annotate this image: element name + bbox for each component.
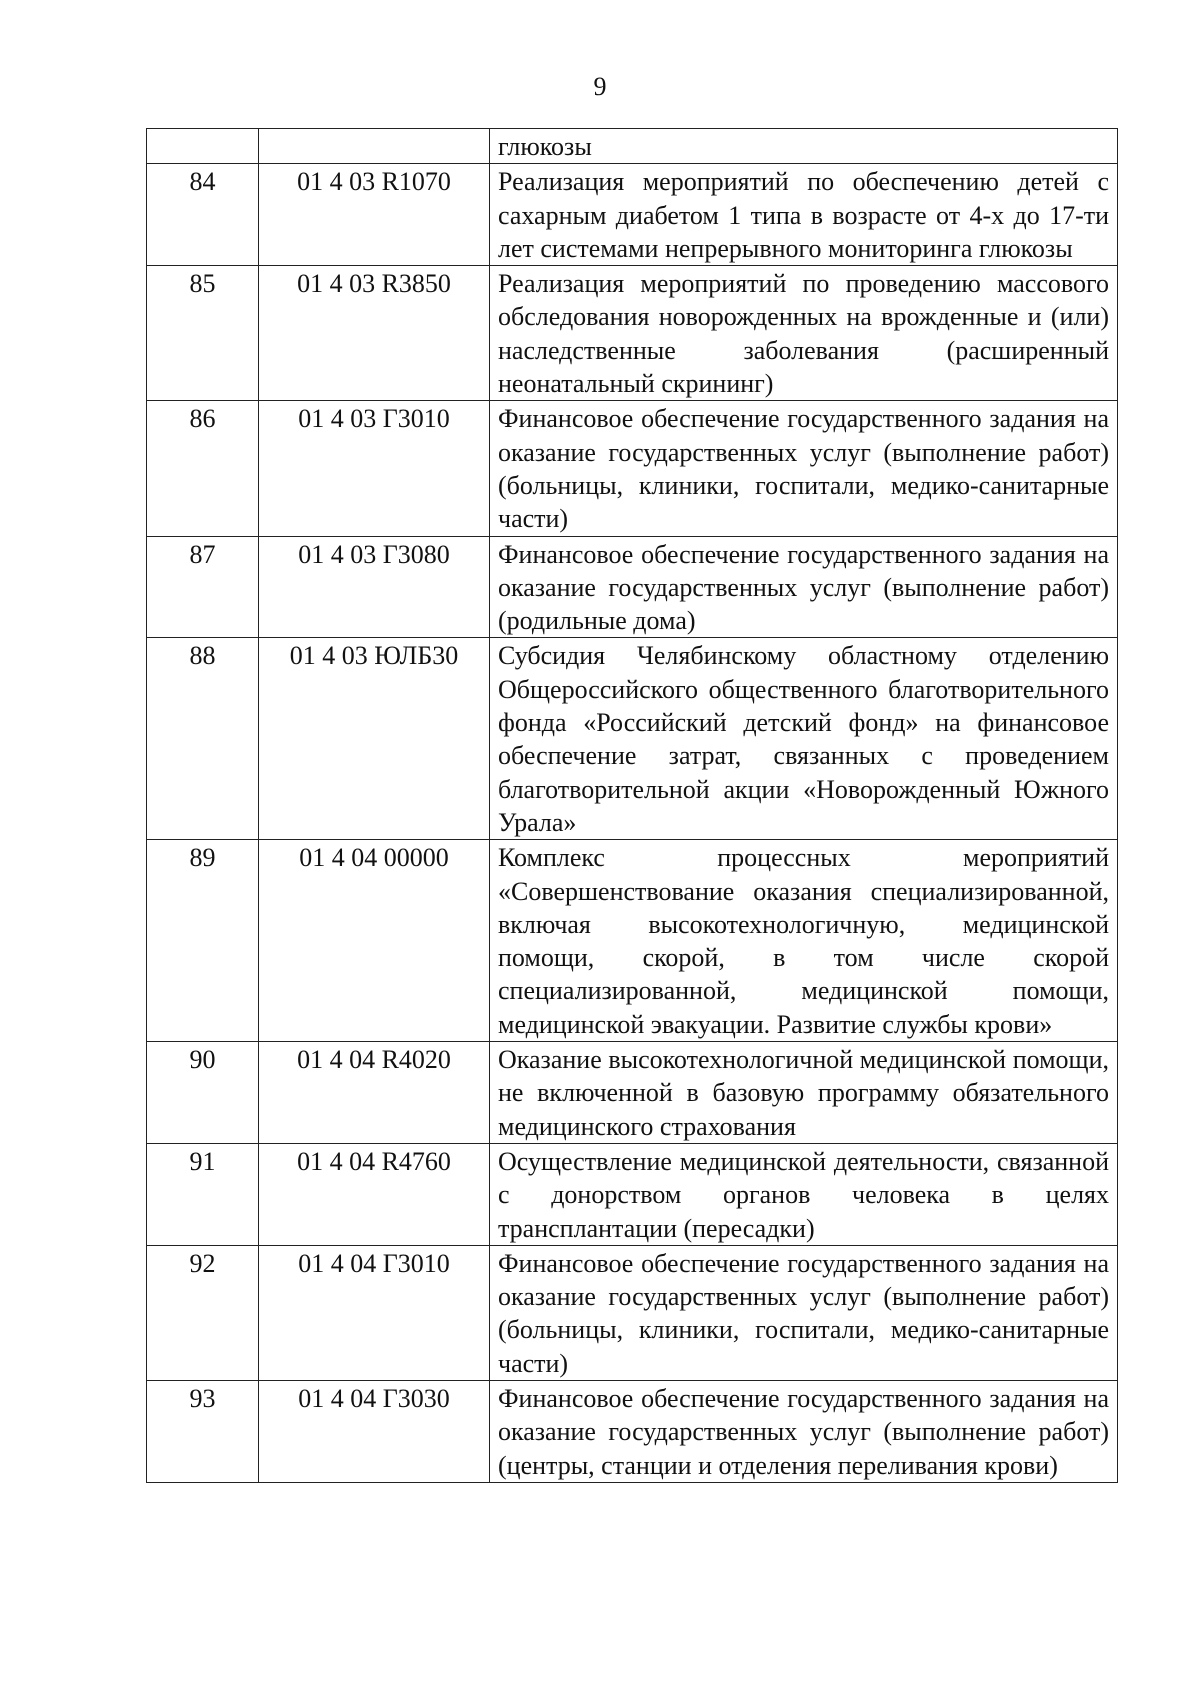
- classification-code: 01 4 04 Г3010: [259, 1245, 490, 1380]
- row-description: Оказание высокотехнологичной медицинской помощи, не включенной в базовую программу обязательного медицинского страхования: [490, 1042, 1118, 1144]
- table-row: [147, 401, 1118, 536]
- classification-code: 01 4 03 R3850: [259, 266, 490, 401]
- classification-code: 01 4 03 Г3080: [259, 536, 490, 638]
- table-row: [147, 266, 1118, 401]
- row-description: Комплекс процессных мероприятий «Совершенствование оказания специализированной, включая высокотехнологичную, медицинской помощи, скорой, в том числе скорой специализированной, медицинской помощи, медицинской эвакуации. Развитие службы крови»: [490, 840, 1118, 1042]
- row-number: 84: [147, 164, 259, 266]
- row-number: [147, 129, 259, 164]
- row-number: 85: [147, 266, 259, 401]
- row-description: Финансовое обеспечение государственного задания на оказание государственных услуг (выполнение работ) (родильные дома): [490, 536, 1118, 638]
- row-description: глюкозы: [490, 129, 1118, 164]
- row-number: 92: [147, 1245, 259, 1380]
- row-number: 90: [147, 1042, 259, 1144]
- row-description: Финансовое обеспечение государственного задания на оказание государственных услуг (выполнение работ) (больницы, клиники, госпитали, медико-санитарные части): [490, 401, 1118, 536]
- classification-code: 01 4 04 Г3030: [259, 1380, 490, 1482]
- table-row: [147, 1245, 1118, 1380]
- table-row: [147, 1143, 1118, 1245]
- row-description: Финансовое обеспечение государственного задания на оказание государственных услуг (выполнение работ) (центры, станции и отделения переливания крови): [490, 1380, 1118, 1482]
- row-description: Реализация мероприятий по проведению массового обследования новорожденных на врожденные и (или) наследственные заболевания (расширенный неонатальный скрининг): [490, 266, 1118, 401]
- classification-code: 01 4 04 00000: [259, 840, 490, 1042]
- row-description: Финансовое обеспечение государственного задания на оказание государственных услуг (выполнение работ) (больницы, клиники, госпитали, медико-санитарные части): [490, 1245, 1118, 1380]
- table-row: [147, 536, 1118, 638]
- row-description: Осуществление медицинской деятельности, связанной с донорством органов человека в целях трансплантации (пересадки): [490, 1143, 1118, 1245]
- row-number: 88: [147, 638, 259, 840]
- page-number: 9: [593, 72, 607, 101]
- classification-code: 01 4 03 R1070: [259, 164, 490, 266]
- classification-code: [259, 129, 490, 164]
- classification-code: 01 4 04 R4760: [259, 1143, 490, 1245]
- row-description: Субсидия Челябинскому областному отделению Общероссийского общественного благотворительного фонда «Российский детский фонд» на финансовое обеспечение затрат, связанных с проведением благотворительной акции «Новорожденный Южного Урала»: [490, 638, 1118, 840]
- budget-codes-table: [146, 128, 1118, 1483]
- row-number: 93: [147, 1380, 259, 1482]
- row-number: 87: [147, 536, 259, 638]
- row-description: Реализация мероприятий по обеспечению детей с сахарным диабетом 1 типа в возрасте от 4-х до 17-ти лет системами непрерывного мониторинга глюкозы: [490, 164, 1118, 266]
- table-row: [147, 129, 1118, 164]
- row-number: 89: [147, 840, 259, 1042]
- row-number: 91: [147, 1143, 259, 1245]
- table-row: [147, 1042, 1118, 1144]
- classification-code: 01 4 04 R4020: [259, 1042, 490, 1144]
- table-row: [147, 1380, 1118, 1482]
- table-row: [147, 164, 1118, 266]
- classification-code: 01 4 03 ЮЛБ30: [259, 638, 490, 840]
- table-row: [147, 840, 1118, 1042]
- classification-code: 01 4 03 Г3010: [259, 401, 490, 536]
- row-number: 86: [147, 401, 259, 536]
- table-row: [147, 638, 1118, 840]
